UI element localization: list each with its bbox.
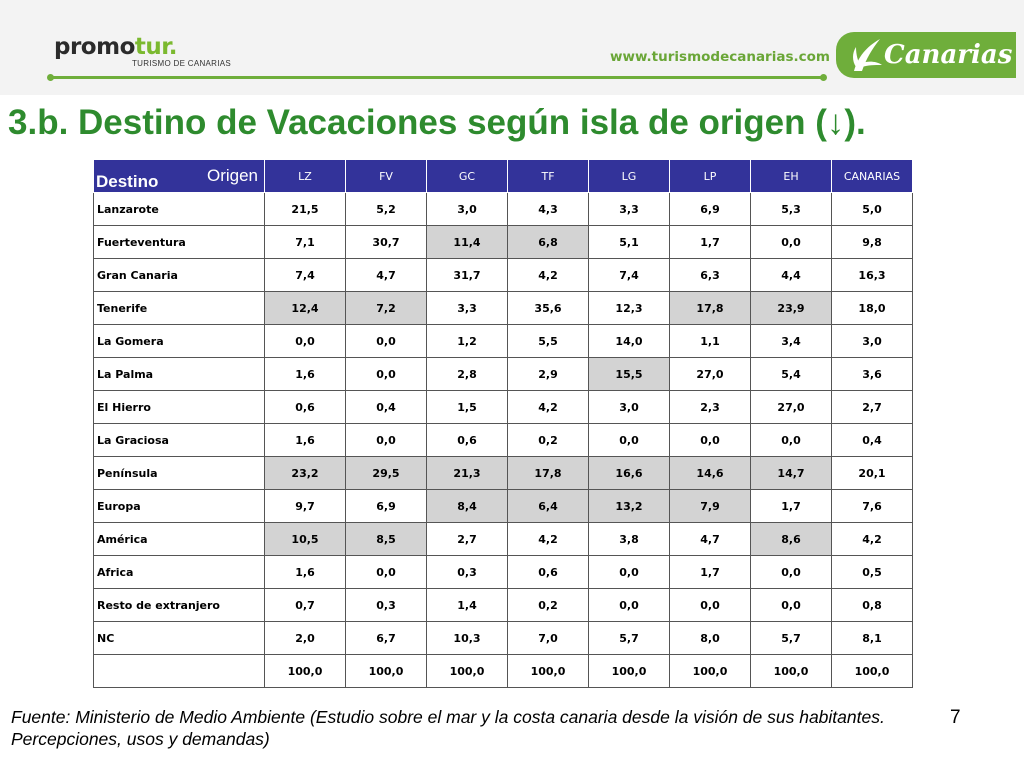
- row-label: NC: [94, 622, 265, 655]
- table-row: [94, 325, 913, 358]
- table-cell: 6,9: [346, 490, 427, 523]
- table-cell: 0,0: [265, 325, 346, 358]
- logo-accent-text: tur.: [134, 34, 178, 60]
- table-row: [94, 358, 913, 391]
- table-cell: 21,5: [265, 193, 346, 226]
- table-cell: 0,4: [346, 391, 427, 424]
- source-note: Fuente: Ministerio de Medio Ambiente (Estudio sobre el mar y la costa canaria desde la visión de sus habitantes. Percepciones, usos y demandas): [11, 707, 885, 749]
- row-label: Tenerife: [94, 292, 265, 325]
- origen-label: Origen: [206, 166, 258, 185]
- table-cell: 100,0: [751, 655, 832, 688]
- table-cell: 0,0: [589, 556, 670, 589]
- table-cell: 8,6: [751, 523, 832, 556]
- table-cell: 0,4: [832, 424, 913, 457]
- table-cell: 15,5: [589, 358, 670, 391]
- table-cell: 4,7: [670, 523, 751, 556]
- table-cell: 0,0: [670, 424, 751, 457]
- table-cell: 7,0: [508, 622, 589, 655]
- table-cell: 4,3: [508, 193, 589, 226]
- row-label: Fuerteventura: [94, 226, 265, 259]
- table-cell: 0,0: [346, 358, 427, 391]
- column-header-eh: EH: [751, 160, 832, 193]
- table-cell: 0,0: [346, 424, 427, 457]
- table-cell: 0,0: [751, 589, 832, 622]
- table-cell: 2,8: [427, 358, 508, 391]
- table-cell: 0,0: [670, 589, 751, 622]
- table-cell: 4,2: [832, 523, 913, 556]
- table-cell: 21,3: [427, 457, 508, 490]
- row-label: Península: [94, 457, 265, 490]
- column-header-lz: LZ: [265, 160, 346, 193]
- canarias-logo-text: Canarias: [884, 40, 1013, 70]
- table-cell: 6,8: [508, 226, 589, 259]
- table-cell: 7,2: [346, 292, 427, 325]
- column-header-lp: LP: [670, 160, 751, 193]
- row-label: La Gomera: [94, 325, 265, 358]
- table-cell: 0,5: [832, 556, 913, 589]
- table-cell: 7,1: [265, 226, 346, 259]
- table-cell: 1,6: [265, 424, 346, 457]
- destination-table: [93, 159, 913, 688]
- table-cell: 27,0: [751, 391, 832, 424]
- table-cell: 5,7: [751, 622, 832, 655]
- table-cell: 6,7: [346, 622, 427, 655]
- table-cell: 100,0: [346, 655, 427, 688]
- table-cell: 1,7: [670, 226, 751, 259]
- table-cell: 0,0: [346, 325, 427, 358]
- header-divider-line: [50, 76, 825, 79]
- table-cell: 100,0: [832, 655, 913, 688]
- row-label: La Palma: [94, 358, 265, 391]
- table-cell: 4,2: [508, 523, 589, 556]
- table-cell: 9,7: [265, 490, 346, 523]
- table-cell: 7,6: [832, 490, 913, 523]
- table-cell: 12,4: [265, 292, 346, 325]
- table-row: [94, 391, 913, 424]
- table-cell: 8,5: [346, 523, 427, 556]
- table-row: [94, 622, 913, 655]
- table-cell: 7,4: [265, 259, 346, 292]
- table-cell: 0,2: [508, 589, 589, 622]
- table-cell: 2,0: [265, 622, 346, 655]
- table-row: [94, 589, 913, 622]
- table-cell: 1,6: [265, 358, 346, 391]
- logo-main-text: promo: [54, 34, 135, 60]
- table-cell: 2,7: [832, 391, 913, 424]
- website-link[interactable]: www.turismodecanarias.com: [610, 49, 830, 65]
- table-cell: 100,0: [265, 655, 346, 688]
- table-cell: 100,0: [670, 655, 751, 688]
- table-cell: 0,0: [751, 556, 832, 589]
- row-label: La Graciosa: [94, 424, 265, 457]
- table-cell: 3,0: [427, 193, 508, 226]
- table-header-row: [94, 160, 913, 193]
- table-cell: 14,7: [751, 457, 832, 490]
- table-cell: 0,8: [832, 589, 913, 622]
- table-row: [94, 457, 913, 490]
- table-cell: 23,2: [265, 457, 346, 490]
- row-label: Europa: [94, 490, 265, 523]
- table-cell: 0,3: [427, 556, 508, 589]
- table-cell: 6,9: [670, 193, 751, 226]
- table-cell: 18,0: [832, 292, 913, 325]
- table-cell: 100,0: [508, 655, 589, 688]
- table-cell: 4,2: [508, 259, 589, 292]
- table-cell: 100,0: [427, 655, 508, 688]
- table-cell: 4,7: [346, 259, 427, 292]
- row-label: El Hierro: [94, 391, 265, 424]
- table-cell: 23,9: [751, 292, 832, 325]
- table-cell: 29,5: [346, 457, 427, 490]
- table-cell: 30,7: [346, 226, 427, 259]
- table-cell: 1,1: [670, 325, 751, 358]
- table-cell: 1,4: [427, 589, 508, 622]
- table-cell: 9,8: [832, 226, 913, 259]
- table-cell: 13,2: [589, 490, 670, 523]
- table-cell: 0,0: [346, 556, 427, 589]
- header-bar: [0, 0, 1024, 95]
- table-cell: 6,4: [508, 490, 589, 523]
- table-cell: 4,4: [751, 259, 832, 292]
- table-cell: 5,3: [751, 193, 832, 226]
- table-cell: 0,7: [265, 589, 346, 622]
- table-cell: 5,7: [589, 622, 670, 655]
- table-row: [94, 226, 913, 259]
- table-row: [94, 292, 913, 325]
- table-cell: 3,0: [832, 325, 913, 358]
- canarias-logo: [836, 32, 1016, 78]
- table-cell: 1,6: [265, 556, 346, 589]
- table-row: [94, 523, 913, 556]
- table-cell: 3,3: [589, 193, 670, 226]
- table-cell: 7,4: [589, 259, 670, 292]
- table-row: [94, 259, 913, 292]
- table-cell: 0,3: [346, 589, 427, 622]
- table-cell: 5,0: [832, 193, 913, 226]
- table-cell: 3,8: [589, 523, 670, 556]
- table-cell: 5,4: [751, 358, 832, 391]
- table-cell: 20,1: [832, 457, 913, 490]
- page-title: 3.b. Destino de Vacaciones según isla de origen (↓).: [8, 103, 866, 142]
- table-cell: 0,0: [751, 424, 832, 457]
- table-cell: 3,6: [832, 358, 913, 391]
- table-cell: 12,3: [589, 292, 670, 325]
- table-cell: 2,3: [670, 391, 751, 424]
- table-cell: 27,0: [670, 358, 751, 391]
- table-cell: 8,4: [427, 490, 508, 523]
- table-cell: 8,0: [670, 622, 751, 655]
- table-cell: 16,3: [832, 259, 913, 292]
- table-cell: 1,7: [751, 490, 832, 523]
- table-cell: 100,0: [589, 655, 670, 688]
- table-row: [94, 556, 913, 589]
- table-cell: 17,8: [670, 292, 751, 325]
- table-cell: 0,6: [508, 556, 589, 589]
- row-label: Resto de extranjero: [94, 589, 265, 622]
- page-number: 7: [950, 707, 961, 728]
- table-cell: 5,2: [346, 193, 427, 226]
- table-cell: 0,0: [589, 424, 670, 457]
- table-row: [94, 193, 913, 226]
- row-label: América: [94, 523, 265, 556]
- column-header-gc: GC: [427, 160, 508, 193]
- table-body: [94, 193, 913, 688]
- table-cell: 10,3: [427, 622, 508, 655]
- table-cell: 6,3: [670, 259, 751, 292]
- table-cell: 31,7: [427, 259, 508, 292]
- table-cell: 5,1: [589, 226, 670, 259]
- table-cell: 0,0: [751, 226, 832, 259]
- column-header-canarias: CANARIAS: [832, 160, 913, 193]
- table-cell: 2,9: [508, 358, 589, 391]
- logo-subtitle: TURISMO DE CANARIAS: [132, 59, 232, 68]
- table-cell: 16,6: [589, 457, 670, 490]
- table-cell: 11,4: [427, 226, 508, 259]
- table-cell: 3,4: [751, 325, 832, 358]
- table-cell: 35,6: [508, 292, 589, 325]
- table-cell: 0,6: [427, 424, 508, 457]
- column-header-tf: TF: [508, 160, 589, 193]
- table-cell: 0,0: [589, 589, 670, 622]
- table-cell: 7,9: [670, 490, 751, 523]
- table-cell: 3,0: [589, 391, 670, 424]
- table-cell: 1,2: [427, 325, 508, 358]
- table-cell: 0,2: [508, 424, 589, 457]
- header-divider-dot-left: [47, 74, 54, 81]
- table-row: [94, 424, 913, 457]
- table-cell: 0,6: [265, 391, 346, 424]
- row-label: [94, 655, 265, 688]
- table-row: [94, 655, 913, 688]
- row-label: Lanzarote: [94, 193, 265, 226]
- table-cell: 1,5: [427, 391, 508, 424]
- table-cell: 14,6: [670, 457, 751, 490]
- table-cell: 5,5: [508, 325, 589, 358]
- table-corner-cell: [94, 160, 265, 193]
- table-cell: 4,2: [508, 391, 589, 424]
- promotur-logo: [54, 34, 177, 60]
- row-label: Gran Canaria: [94, 259, 265, 292]
- table-cell: 14,0: [589, 325, 670, 358]
- table-row: [94, 490, 913, 523]
- destino-label: Destino: [96, 172, 159, 191]
- table-cell: 17,8: [508, 457, 589, 490]
- palm-leaf-icon: [850, 37, 884, 73]
- table-cell: 1,7: [670, 556, 751, 589]
- table-cell: 8,1: [832, 622, 913, 655]
- header-divider-dot-right: [820, 74, 827, 81]
- column-header-fv: FV: [346, 160, 427, 193]
- table-cell: 3,3: [427, 292, 508, 325]
- column-header-lg: LG: [589, 160, 670, 193]
- row-label: Africa: [94, 556, 265, 589]
- table-cell: 10,5: [265, 523, 346, 556]
- table-cell: 2,7: [427, 523, 508, 556]
